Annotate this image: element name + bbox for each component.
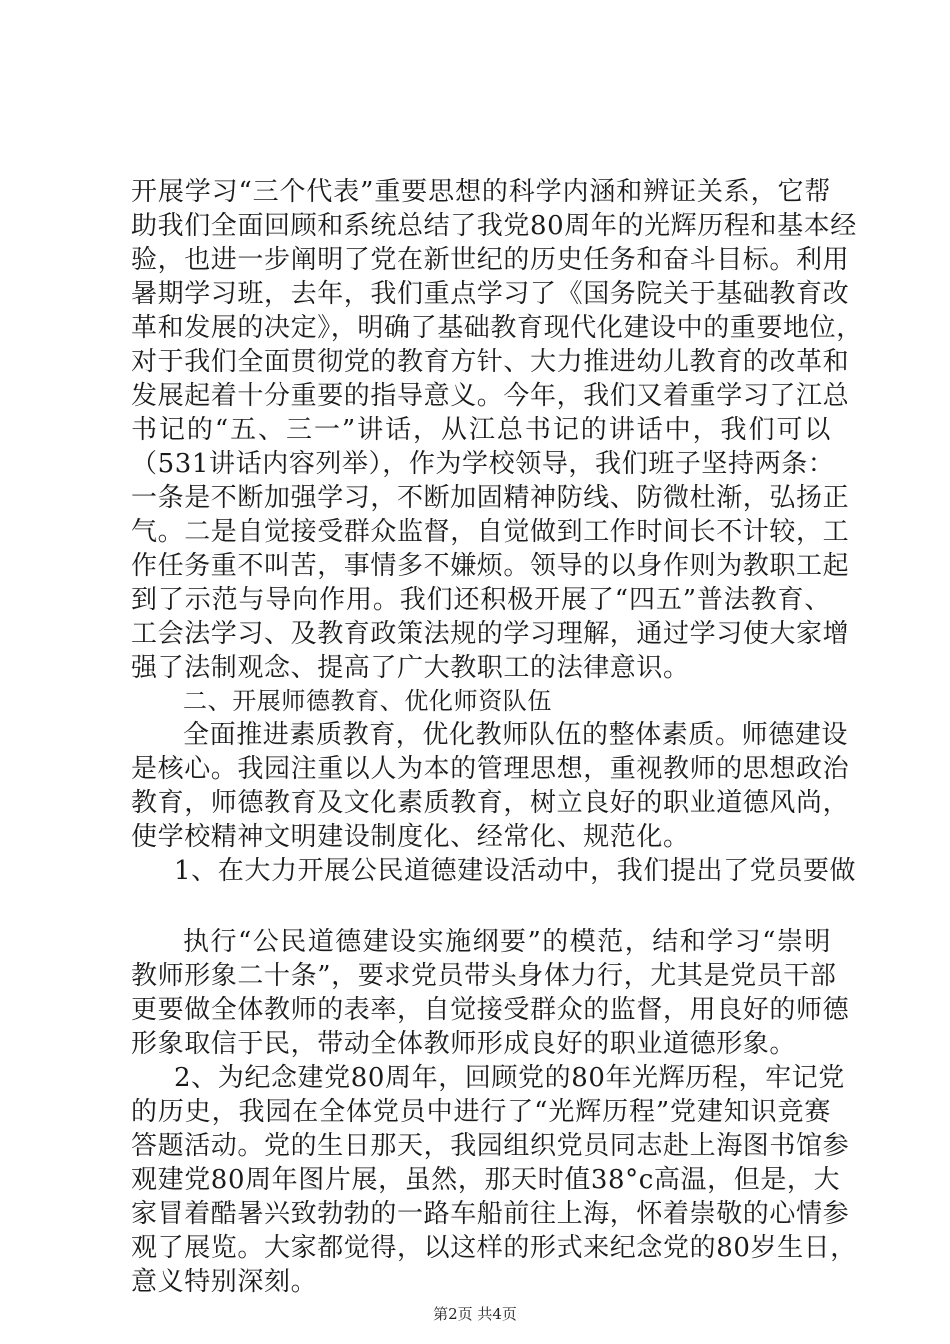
text-line: 到了示范与导向作用。我们还积极开展了“四五”普法教育、 <box>131 585 831 615</box>
text-line: 工会法学习、及教育政策法规的学习理解，通过学习使大家增 <box>131 619 850 649</box>
text-line: 2、为纪念建党80周年，回顾党的80年光辉历程，牢记党 <box>174 1063 845 1093</box>
text-line: 气。二是自觉接受群众监督，自觉做到工作时间长不计较，工 <box>131 517 850 547</box>
section-heading: 二、开展师德教育、优化师资队伍 <box>183 687 552 715</box>
text-line: （531讲话内容列举），作为学校领导，我们班子坚持两条： <box>131 449 835 479</box>
text-line: 观建党80周年图片展，虽然，那天时值38°c高温，但是，大 <box>131 1165 841 1195</box>
text-line: 家冒着酷暑兴致勃勃的一路车船前往上海，怀着崇敬的心情参 <box>131 1199 850 1229</box>
text-line: 对于我们全面贯彻党的教育方针、大力推进幼儿教育的改革和 <box>131 347 850 377</box>
page-footer: 第2页 共4页 <box>433 1305 517 1323</box>
text-line: 教育，师德教育及文化素质教育，树立良好的职业道德风尚， <box>131 788 850 818</box>
text-line: 助我们全面回顾和系统总结了我党80周年的光辉历程和基本经 <box>131 211 857 241</box>
text-line: 意义特别深刻。 <box>131 1267 318 1297</box>
text-line: 形象取信于民，带动全体教师形成良好的职业道德形象。 <box>131 1029 797 1059</box>
text-line: 教师形象二十条”，要求党员带头身体力行，尤其是党员干部 <box>131 961 837 991</box>
text-line: 更要做全体教师的表率，自觉接受群众的监督，用良好的师德 <box>131 995 850 1025</box>
text-line: 发展起着十分重要的指导意义。今年，我们又着重学习了江总 <box>131 381 850 411</box>
text-line: 验，也进一步阐明了党在新世纪的历史任务和奋斗目标。利用 <box>131 245 850 275</box>
text-line: 开展学习“三个代表”重要思想的科学内涵和辨证关系，它帮 <box>131 177 831 207</box>
text-line: 暑期学习班，去年，我们重点学习了《国务院关于基础教育改 <box>131 279 850 309</box>
text-line: 作任务重不叫苦，事情多不嫌烦。领导的以身作则为教职工起 <box>131 551 850 581</box>
text-line: 一条是不断加强学习，不断加固精神防线、防微杜渐，弘扬正 <box>131 483 850 513</box>
text-line: 革和发展的决定》，明确了基础教育现代化建设中的重要地位， <box>131 313 863 343</box>
text-line: 书记的“五、三一”讲话，从江总书记的讲话中，我们可以 <box>131 415 831 445</box>
text-line: 是核心。我园注重以人为本的管理思想，重视教师的思想政治 <box>131 754 850 784</box>
text-line: 观了展览。大家都觉得，以这样的形式来纪念党的80岁生日， <box>131 1233 857 1263</box>
text-line: 使学校精神文明建设制度化、经常化、规范化。 <box>131 822 690 852</box>
text-line: 全面推进素质教育，优化教师队伍的整体素质。师德建设 <box>183 720 849 750</box>
text-line: 1、在大力开展公民道德建设活动中，我们提出了党员要做 <box>174 856 857 886</box>
text-line: 执行“公民道德建设实施纲要”的模范，结和学习“崇明 <box>183 927 831 957</box>
text-line: 强了法制观念、提高了广大教职工的法律意识。 <box>131 653 690 683</box>
text-line: 的历史，我园在全体党员中进行了“光辉历程”党建知识竞赛 <box>131 1097 831 1127</box>
text-line: 答题活动。党的生日那天，我园组织党员同志赴上海图书馆参 <box>131 1131 850 1161</box>
